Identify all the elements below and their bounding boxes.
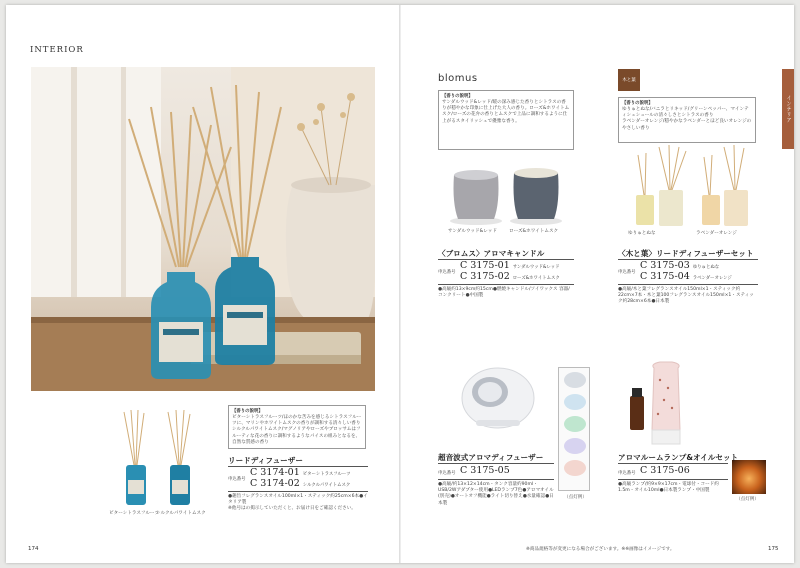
divider [618,284,758,285]
blomus-product-title: 〈ブロムス〉アロマキャンドル [438,249,545,258]
caption-silk-musk: シルクルパワイトムスク [156,511,206,516]
kitoha-product-desc: ●高級/木と葉フレグランスオイル150ml×1・スティック約22cm×7本・木と葉100フレグランスオイル150ml×1・スティック約28cm×6本●日本製 [618,287,754,305]
ultrasonic-diffuser-image [454,360,538,430]
note-heading: 【香りの説明】 [442,94,473,99]
variant-name: ビターシトラスフルーツ [302,472,351,477]
aroma-lamp-illustration [626,360,692,450]
divider [228,491,368,492]
lamp-lit-photo [732,460,766,494]
ultrasonic-product-desc: ●高級/約13×12×14cm・タンク容量約90ml・USB/2Wアダプター使用●LEDランプ7色●アロマオイル(別売)●オートオフ機能●ライト切り替え●水量確認●日本製 [438,482,554,506]
kitoha-scent-note [618,97,756,143]
color-variation-strip [558,367,590,491]
left-scent-note [228,405,366,449]
ultrasonic-product-code: C 3175-05 [460,465,510,476]
led-colors-illustration [559,368,591,492]
divider [438,479,554,480]
note-text: サンダルウッド&レッド/暖の深み感じた香りとシトラスの香りが穏やかな印象に仕上げた大人の香り。ローズ&ホワイトムスク/ローズの花弁の香りとムスクで上品に調和するように仕上がるスタイリッシュで優雅な香り。 [442,100,570,124]
caption-yuzu: ゆりゅとぬな [628,231,656,236]
page-number-right: 175 [768,546,779,552]
variant-name: サンダルウッド&レッド [512,265,560,270]
blomus-scent-note [438,90,574,150]
divider [618,463,728,464]
divider [438,463,554,464]
product-code: C 3175-04 [640,271,690,282]
ultrasonic-product-title: 超音波式アロマディフューザー [438,453,544,462]
kitoha-product-title: 〈木と葉〉リードディフューザーセット [618,249,754,258]
left-code-label: 申込番号 [228,477,246,482]
product-code: C 3175-03 [640,260,690,271]
ultrasonic-code-label: 申込番号 [438,471,456,476]
lamp-product-code: C 3175-06 [640,465,690,476]
small-diffusers-illustration [116,410,206,510]
kitoha-diffusers-image [624,145,754,233]
variant-name: ゆりゅとぬな [692,265,720,270]
catalog-spread [6,5,794,563]
divider [438,284,574,285]
variant-name: ラベンダーオレンジ [692,276,732,281]
caption-rose-musk: ローズ&ホワイトムスク [509,229,559,234]
variant-name: ローズ&ホワイトムスク [512,276,560,281]
product-code: C 3175-02 [460,271,510,282]
lamp-code-label: 申込番号 [618,471,636,476]
kitoha-logo: 木と葉 [618,69,640,91]
reed-diffuser-illustration [31,67,375,391]
code-row [640,271,732,282]
kitoha-code-list [640,260,732,282]
page-number-left: 174 [28,546,39,552]
code-row [640,260,732,271]
kitoha-code-label: 申込番号 [618,270,636,275]
code-row [250,478,351,489]
caption-bitter-citrus: ビターシトラスフルーツ [109,511,159,516]
variant-name: シルクルパワイトムスク [302,483,351,488]
page-gutter [399,5,401,563]
note-heading: 【香りの説明】 [232,409,263,414]
aroma-lamp-image [626,360,692,450]
product-code: C 3174-01 [250,467,300,478]
code-row [250,467,351,478]
product-code: C 3174-02 [250,478,300,489]
blomus-code-label: 申込番号 [438,270,456,275]
code-row [460,271,560,282]
caption-lavender-orange: ラベンダーオレンジ [696,231,737,236]
left-small-products [116,410,206,510]
note-heading: 【香りの説明】 [622,101,653,106]
blomus-product-desc: ●高級約13×9cm約15cm●燃焼キャンドル/ソイワックス 容器/コンクリート●中国製 [438,287,570,299]
section-title: INTERIOR [30,45,84,55]
product-code: C 3175-01 [460,260,510,271]
divider [618,479,728,480]
lamp-product-desc: ●高級ランプ/約9×9×17cm・電球付・コード約1.5m・オイル10ml●日本製ランプ・中国製 [618,482,719,494]
ultrasonic-caption: （点灯例） [564,495,587,500]
footer-note: ※商品規格等が変更になる場合がございます。※※画像はイメージです。 [526,547,675,552]
blomus-candles-image [446,163,566,229]
blomus-logo: blomus [438,73,478,84]
hero-photo [31,67,375,391]
kitoha-diffusers-illustration [624,145,754,233]
left-product-desc: ●趣旨フレグランスオイル100ml×1・スティック約25cm×6本●イタリア製 ※他号はの掲示していただくと、お届け日をご確認ください。 [228,494,368,512]
ultrasonic-illustration [454,360,538,430]
candles-illustration [446,163,566,229]
note-text: ビターシトラスフルーツ/ほのかな苦みを感じるシトラスフルーツに、マリンやホワイトムスクの香りが調和する清々しい香り シルクルパワイトムスク/マグノリアやローズやブロッサムはフルーティな花の香りに調和するようなパイスの組みとなるを、自然な質感の香り [232,415,362,445]
blomus-code-list [460,260,560,282]
lamp-product-title: アロマルームランプ&オイルセット [618,453,739,462]
left-product-title: リードディフューザー [228,456,303,465]
note-text: ゆりゅとぬな/バニラとリキッド/グリーンペッパー、マインティシュシュールの清々しさとシトラスの香り ラベンダーオレンジ/穏やかなラベンダーとほど良いオレンジのやさしい香り [622,107,752,131]
code-row [460,260,560,271]
caption-sandalwood: サンダルウッド&レッド [448,229,497,234]
left-code-list [250,467,351,489]
side-tab: インテリア [782,69,794,149]
lamp-caption: （点灯例） [736,497,759,502]
